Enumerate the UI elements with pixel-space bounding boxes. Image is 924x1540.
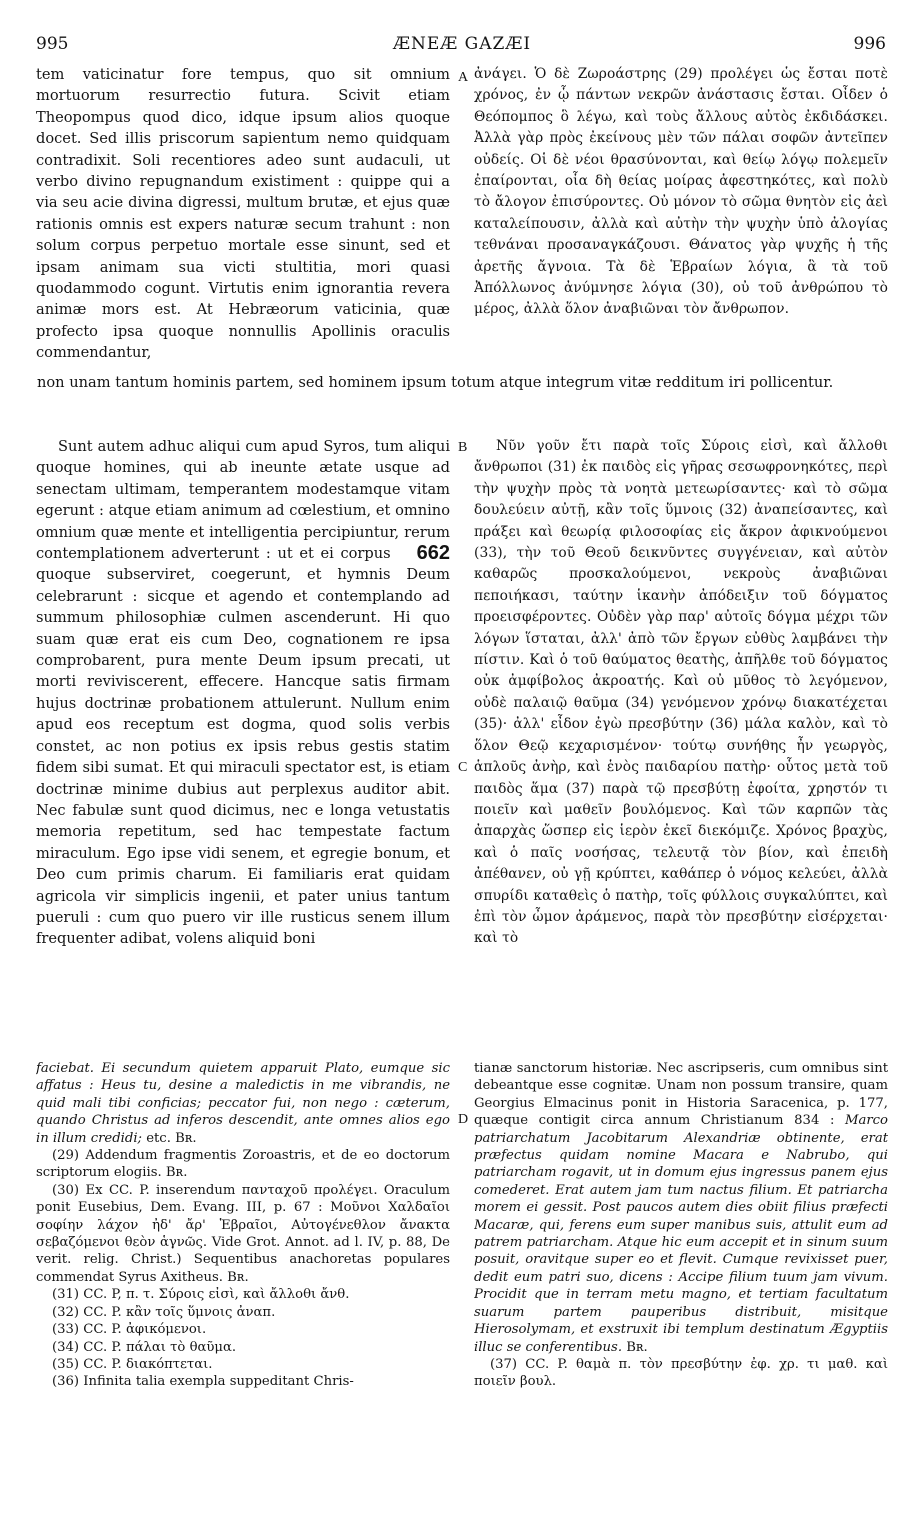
footnote-36-continued: tianæ sanctorum historiæ. Nec ascripseris, cum omnibus sint debeantque esse cognitæ. Unam non possum transire, quam Georgius Elmacinus ponit in Historia Saracenica, p. 177, quæque contigit circa annum Christianum 834 : [474,1061,888,1129]
latin-paragraph-2 [36,436,450,946]
running-title: ÆNEÆ GAZÆI [392,34,532,54]
footnote-tail: etc. Bʀ. [142,1130,197,1146]
page-number-right: 996 [853,34,886,54]
footnote-continuation-left [36,1060,450,1147]
latin-paragraph-1: tem vaticinatur fore tempus, quo sit omnium mortuorum resurrectio futura. Scivit etiam Theopompus quod dico, idque ipsum alios quoque docet. Sed illis priscorum sapientum nemo quidquam contradixit. Soli recentiores adeo sunt audaculi, ut verbo divino repugnandum existiment : quippe qui a via seu acie divina digressi, multum brutæ, et ejus quæ rationis omnis est expers naturæ secum trahunt : non solum corpus perpetuo mortale esse sinunt, sed et ipsam animam sua victi stultitia, mori quasi quodammodo cogunt. Virtutis enim ignorantia revera animæ mors est. At Hebræorum vaticinia, quæ profecto ipsa quoque nonnullis Apollinis oraculis commendantur, [36,66,450,362]
footnote-italic-quote: faciebat. Ei secundum quietem apparuit Plato, eumque sic affatus : Heus tu, desine a maledictis in me vibrandis, ne quid mali tibi conficias; peccator fui, non nego : cæterum, quando Christus ad inferos descendit, ante omnes alios ego in illum credidi; [36,1061,450,1146]
footnote-continuation-right [474,1060,888,1356]
footnote-37: (37) CC. P. θαμὰ π. τὸν πρεσβύτην ἐφ. χρ. τι μαθ. καὶ ποιεῖν βουλ. [474,1356,888,1390]
margin-mark-a: A [458,70,469,85]
greek-column-section-1 [474,64,888,364]
page-number-left: 995 [36,34,69,54]
footnote-34: (34) CC. P. πάλαι τὸ θαῦμα. [52,1339,237,1355]
margin-mark-b: B [458,440,468,455]
footnotes-left-column [36,1060,450,1520]
greek-paragraph-2: Νῦν γοῦν ἔτι παρὰ τοῖς Σύροις εἰσὶ, καὶ ἄλλοθι ἄνθρωποι (31) ἐκ παιδὸς εἰς γῆρας σεσωφρονηκότες, περὶ τὴν ψυχὴν πρὸς τὰ νοητὰ μετεωρίσαντες· καὶ τὸ σῶμα δουλεύειν αὐτῇ, κἂν τοῖς ὕμνοις (32) ἀναπείσαντες, καὶ πράξει καὶ θεωρίᾳ φιλοσοφίας εἰς ἄκρον ἀφικνούμενοι (33), τὴν τοῦ Θεοῦ δεικνῦντες συγγένειαν, καὶ αὐτὸν καθαρῶς προσκαλούμενοι, νεκροὺς ἀναβιῶναι πεποιήκασι, ταύτην ἱκανὴν ἀπόδειξιν τοῦ δόγματος προεισφέροντες. Οὐδὲν γὰρ παρ' αὐτοῖς δόγμα μέχρι τῶν λόγων ἵσταται, ἀλλ' ἀπὸ τῶν ἔργων εὐθὺς λαμβάνει τὴν πίστιν. Καὶ ὁ τοῦ θαύματος θεατὴς, ἀπῆλθε τοῦ δόγματος οὐκ ἀμφίβολος ἀκροατής. Καὶ οὐ μῦθος τὸ λεγόμενον, οὐδὲ παλαιῷ θαῦμα (34) γενόμενον χρόνῳ διακατέχεται (35)· ἀλλ' εἶδον ἐγὼ πρεσβύτην (36) μάλα καλὸν, καὶ τὸ ὅλον Θεῷ κεχαρισμένον· τούτῳ συνήθης ἦν γεωργὸς, ἁπλοῦς ἀνὴρ, καὶ ἑνὸς παιδαρίου πατὴρ· οὗτος μετὰ τοῦ παιδὸς ἅμα (37) παρὰ τῷ πρεσβύτῃ ἐφοίτα, χρηστόν τι ποιεῖν καὶ μαθεῖν βουλόμενος. Καὶ τῶν καρπῶν τὰς ἀπαρχὰς ὥσπερ εἰς ἱερὸν ἐκεῖ διεκόμιζε. Χρόνος βραχὺς, καὶ ὁ παῖς νοσήσας, τελευτᾷ τὸν βίον, καὶ ἐπειδὴ ἀπέθανεν, οὐ γῇ κρύπτει, καθάπερ ὁ νόμος κελεύει, ἀλλὰ σπυρίδι καταθεὶς ὁ πατὴρ, τοῖς φύλλοις συγκαλύπτει, καὶ ἐπὶ τὸν ὦμον ἀράμενος, παρὰ τὸν πρεσβύτην εἰσέρχεται· καὶ τὸ [474,438,888,946]
footnote-33: (33) CC. P. ἀφικόμενοι. [52,1322,207,1338]
latin-text-before-662: Sunt autem adhuc aliqui cum apud Syros, tum aliqui quoque homines, qui ab ineunte ætate usque ad senectam ultimam, temperantem modestamque vitam egerunt : atque etiam animum ad cœlestium, et omnino omnium quæ mente et intelligentia percipiuntur, rerum contemplationem adverterunt : [36,438,450,563]
footnote-36-elmacinus-quote: Marco patriarchatum Jacobitarum Alexandriæ obtinente, erat præfectus quidam nomine Macara e Nabrubo, qui patriarcham rogavit, ut in domum ejus ingressus panem ejus comederet. Erat autem jam tum nactus filium. Et patriarcha morem ei gessit. Post paucos autem dies obiit filius præfecti Macaræ, qui, ferens eum super manibus suis, attulit eum ad patrem patriarcham. Atque hic eum accepit et in sinum suum posuit, oravitque super eo et flevit. Cumque revixisset puer, dedit eum patri suo, dicens : Accipe filium tuum jam vivum. Procidit que in terram metu magno, et tertiam facultatum suarum partem pauperibus distribuit, misitque Hierosolymam, et exstruxit ibi templum destinatum Ægyptiis illuc se conferentibus. [474,1113,888,1355]
latin-fullwidth-line: non unam tantum hominis partem, sed hominem ipsum totum atque integrum vitæ redditum iri pollicentur. [37,374,834,391]
footnote-29: (29) Addendum fragmentis Zoroastris, et de eo doctorum scriptorum elogiis. Bʀ. [36,1148,450,1181]
latin-text-after-662: ut et ei corpus quoque subserviret, coegerunt, et hymnis Deum celebrarunt : sicque et agendo et contemplando ad summum philosophiæ culmen ascenderunt. Hi quo suam quæ erat eis cum Deo, cognationem re ipsa comprobarent, pura mente Deum ipsum precati, ut morti reviviscerent, effecere. Hancque satis firmam hujus doctrinæ probationem attulerunt. Nullum enim apud eos receptum est dogma, quod solis verbis constet, ac non potius ex ipsis rebus gestis statim fidem sibi sumat. Et qui miraculi spectator est, is etiam doctrinæ minime dubius aut perplexus auditor abit. Nec fabulæ sunt quod dicimus, nec e longa vetustatis memoria repetitum, sed hac tempestate factum miraculum. Ego ipse vidi senem, et egregie bonum, et Deo cum primis charum. Ei familiaris erat quidam agricola vir simplicis ingenii, et pater unius tantum pueruli : cum quo puero vir ille rusticus senem illum frequenter adibat, volens aliquid boni [36,545,450,946]
footnote-31: (31) CC. P, π. τ. Σύροις εἰσὶ, καὶ ἄλλοθι ἄνθ. [52,1287,350,1303]
footnotes-right-column [474,1060,888,1520]
greek-column-section-2 [474,436,888,946]
footnote-30: (30) Ex CC. P. inserendum πανταχοῦ προλέγει. Oraculum ponit Eusebius, Dem. Evang. III, p. 67 : Μοῦνοι Χαλδαῖοι σοφίην λάχον ἠδ' ἄρ' Ἑβραῖοι, Αὐτογένεθλον ἄνακτα σεβαζόμενοι θεὸν ἁγνῶς. Vide Grot. Annot. ad l. IV, p. 88, De verit. relig. Christ.) Sequentibus anachoretas populares commendat Syrus Axitheus. Bʀ. [36,1182,450,1285]
footnote-36-tail: Bʀ. [622,1339,648,1355]
latin-column-section-2 [36,436,450,946]
footnote-35: (35) CC. P. διακόπτεται. [52,1356,213,1372]
column-number-662: 662 [416,542,450,565]
footnote-32: (32) CC. P. κἂν τοῖς ὕμνοις ἀναπ. [52,1304,276,1320]
margin-mark-d: D [458,1112,469,1127]
latin-column-section-1 [36,64,450,364]
footnote-36: (36) Infinita talia exempla suppeditant Chris- [52,1374,354,1390]
margin-mark-c: C [458,760,468,775]
greek-paragraph-1: ἀνάγει. Ὁ δὲ Ζωροάστρης (29) προλέγει ὡς ἔσται ποτὲ χρόνος, ἐν ᾧ πάντων νεκρῶν ἀνάστασις ἔσται. Οἶδεν ὁ Θεόπομπος ὃ λέγω, καὶ τοὺς ἄλλους αὐτὸς ἐκδιδάσκει. Ἀλλὰ γὰρ πρὸς ἐκείνους μὲν τῶν πάλαι σοφῶν ἀντεῖπεν οὐδείς. Οἱ δὲ νέοι θρασύνονται, καὶ θείῳ λόγῳ πολεμεῖν ἐπαίρονται, οἷα δὴ θείας μοίρας ἀφεστηκότες, καὶ πολὺ τὸ ἄλογον ἐπισύροντες. Οὐ μόνον τὸ σῶμα θνητὸν εἰς ἀεὶ καταλείπουσιν, ἀλλὰ καὶ αὐτὴν τὴν ψυχὴν ὑπὸ ἀλογίας τεθνάναι προσαναγκάζουσι. Θάνατος γὰρ ψυχῆς ἡ τῆς ἀρετῆς ἄγνοια. Τὰ δὲ Ἑβραίων λόγια, ἃ τὰ τοῦ Ἀπόλλωνος ἀνύμνησε λόγια (30), οὐ τοῦ ἀνθρώπου τὸ μέρος, ἀλλὰ ὅλον ἀναβιῶναι τὸν ἄνθρωπον. [474,66,888,318]
